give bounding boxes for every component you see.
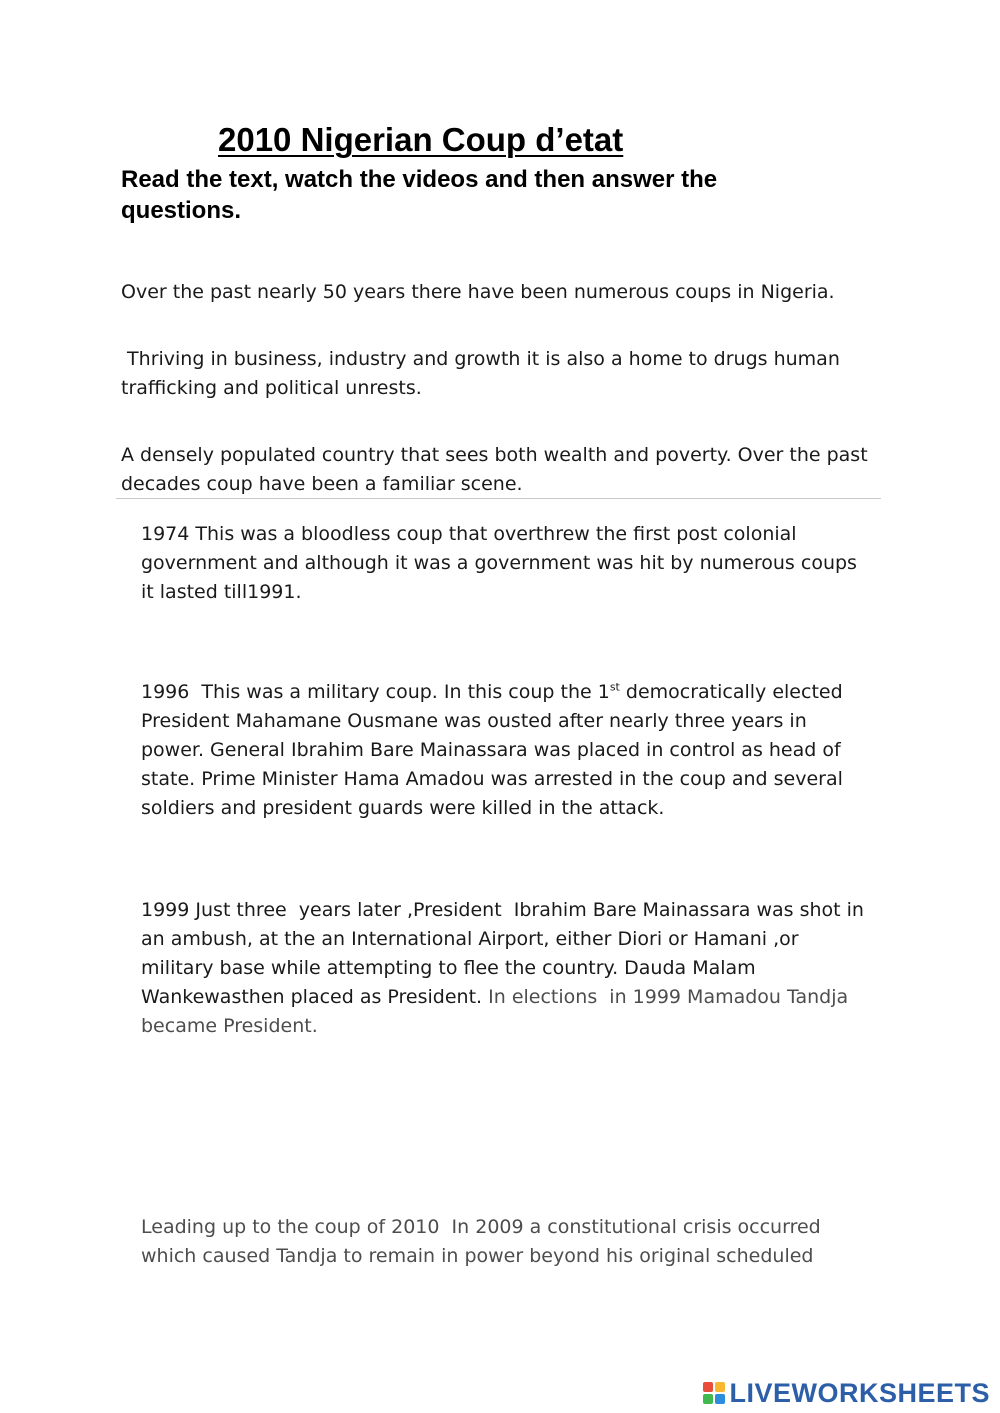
brand-name: LIVEWORKSHEETS — [729, 1377, 990, 1408]
coup-1974-paragraph: 1974 This was a bloodless coup that overthrew the first post colonial government and although it was a government was hit by numerous coups it lasted till1991. — [141, 523, 863, 603]
coup-1999-paragraph — [141, 896, 871, 1041]
intro-paragraph-3: A densely populated country that sees both wealth and poverty. Over the past decades coup have been a familiar scene. — [121, 444, 874, 495]
coup-1999-elections-text: In elections in 1999 Mamadou Tandja became President. — [141, 986, 855, 1037]
intro-paragraph-1: Over the past nearly 50 years there have been numerous coups in Nigeria. — [121, 281, 835, 303]
coup-1999-text: 1999 Just three years later ,President Ibrahim Bare Mainassara was shot in an ambush, at the an International Airport, either Diori or Hamani ,or military base while attempting to flee the country. Dauda Malam Wankewasthen placed as President. — [141, 899, 871, 1008]
logo-square — [703, 1394, 713, 1404]
liveworksheets-logo-icon — [703, 1382, 725, 1404]
ordinal-suffix: st — [609, 680, 620, 694]
coup-2010-paragraph: Leading up to the coup of 2010 In 2009 a constitutional crisis occurred which caused Tandja to remain in power beyond his original scheduled — [141, 1216, 827, 1267]
coup-1996-paragraph — [141, 678, 871, 823]
intro-paragraph-2: Thriving in business, industry and growth it is also a home to drugs human trafficking and political unrests. — [121, 348, 846, 399]
worksheet-title: 2010 Nigerian Coup d’etat — [218, 121, 624, 158]
coup-1996-text-start: 1996 This was a military coup. In this coup the 1 — [141, 681, 610, 703]
logo-square — [715, 1394, 725, 1404]
divider-line — [116, 498, 881, 499]
logo-square — [703, 1382, 713, 1392]
liveworksheets-brand — [703, 1376, 990, 1410]
logo-square — [715, 1382, 725, 1392]
instructions: Read the text, watch the videos and then answer the questions. — [121, 166, 718, 224]
coup-1996-text-rest: democratically elected President Mahamane Ousmane was ousted after nearly three years in power. General Ibrahim Bare Mainassara was placed in control as head of state. Prime Minister Hama Amadou was arrested in the coup and several soldiers and president guards were killed in the attack. — [141, 681, 849, 819]
